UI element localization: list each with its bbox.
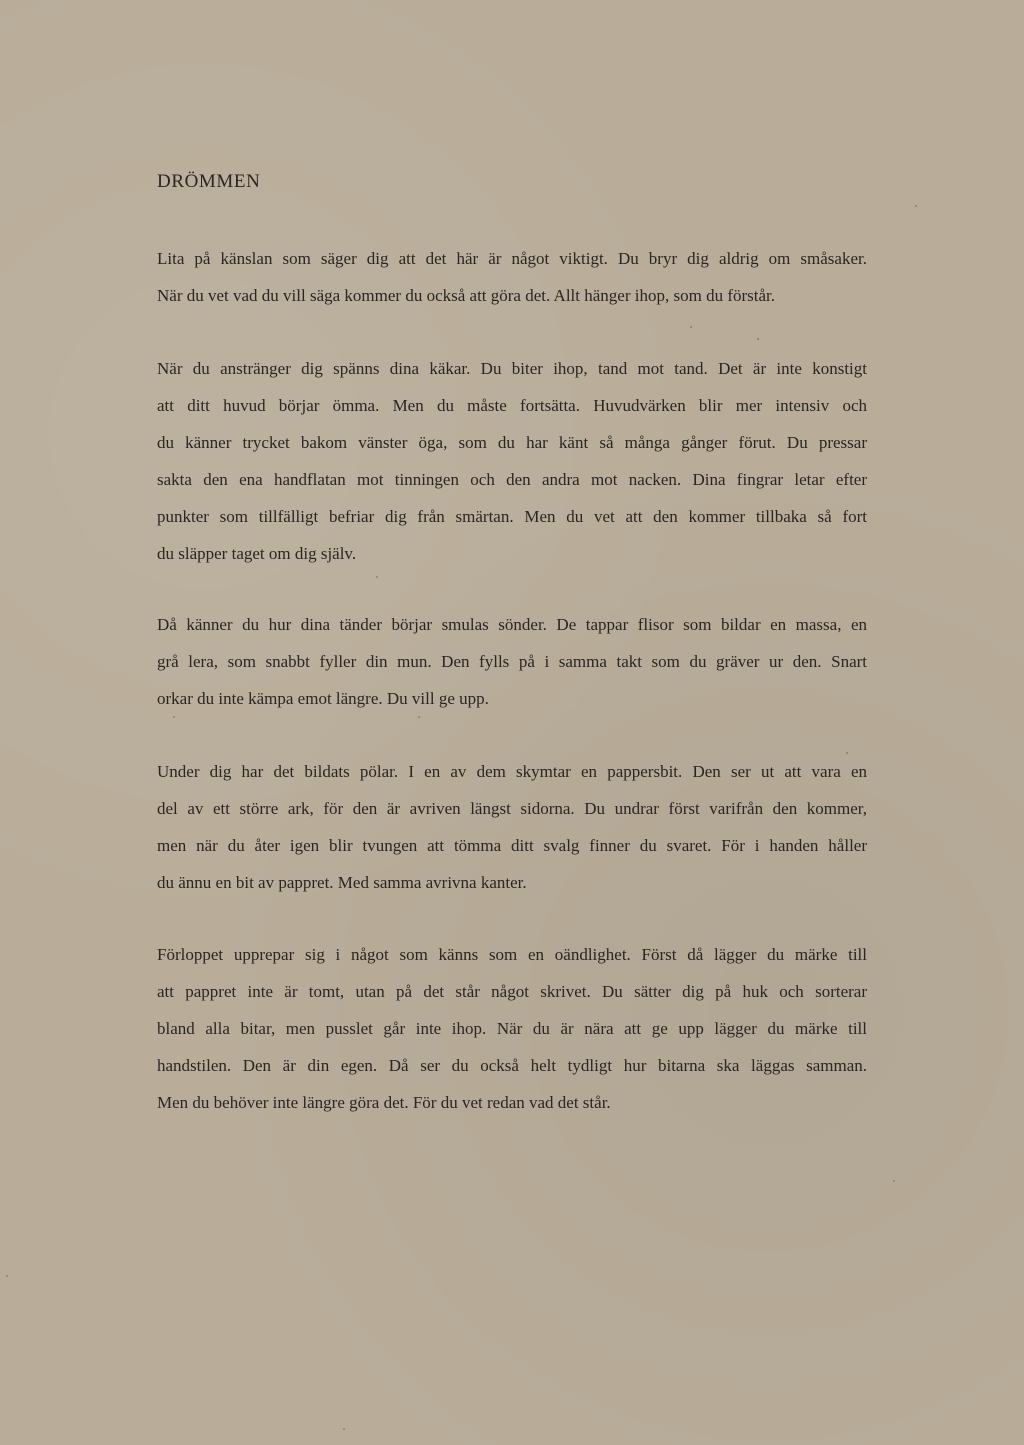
paper-speck [846, 752, 848, 754]
paper-speck [173, 716, 175, 718]
text-line: punkter som tillfälligt befriar dig från smärtan. Men du vet att den kommer tillbaka så fort [157, 507, 867, 526]
text-line: att ditt huvud börjar ömma. Men du måste fortsätta. Huvudvärken blir mer intensiv och [157, 396, 867, 415]
text-line: handstilen. Den är din egen. Då ser du också helt tydligt hur bitarna ska läggas samman. [157, 1056, 867, 1075]
text-line: bland alla bitar, men pusslet går inte ihop. När du är nära att ge upp lägger du märke till [157, 1019, 867, 1038]
text-line: När du vet vad du vill säga kommer du också att göra det. Allt hänger ihop, som du förstår. [157, 286, 776, 305]
paper-speck [757, 338, 759, 340]
text-line: Men du behöver inte längre göra det. För du vet redan vad det står. [157, 1093, 611, 1112]
paragraph-1 [157, 240, 867, 314]
paper-speck [343, 1428, 345, 1430]
paragraph-5 [157, 936, 867, 1121]
text-line: du ännu en bit av pappret. Med samma avrivna kanter. [157, 873, 527, 892]
text-line: att pappret inte är tomt, utan på det står något skrivet. Du sätter dig på huk och sorterar [157, 982, 867, 1001]
text-line: Lita på känslan som säger dig att det här är något viktigt. Du bryr dig aldrig om småsaker. [157, 249, 867, 268]
text-line: När du anstränger dig spänns dina käkar. Du biter ihop, tand mot tand. Det är inte konstigt [157, 359, 867, 378]
text-line: men när du åter igen blir tvungen att tömma ditt svalg finner du svaret. För i handen håller [157, 836, 867, 855]
text-line: sakta den ena handflatan mot tinningen och den andra mot nacken. Dina fingrar letar efter [157, 470, 867, 489]
paper-speck [6, 1275, 8, 1277]
text-line: du känner trycket bakom vänster öga, som du har känt så många gånger förut. Du pressar [157, 433, 867, 452]
paragraph-3 [157, 606, 867, 717]
paragraph-2 [157, 350, 867, 572]
paper-speck [690, 326, 692, 328]
paper-speck [376, 576, 378, 578]
text-line: del av ett större ark, för den är avriven längst sidorna. Du undrar först varifrån den kommer, [157, 799, 867, 818]
paper-speck [915, 205, 917, 207]
text-line: orkar du inte kämpa emot längre. Du vill ge upp. [157, 689, 489, 708]
text-line: Förloppet upprepar sig i något som känns som en oändlighet. Först då lägger du märke till [157, 945, 867, 964]
text-line: Under dig har det bildats pölar. I en av dem skymtar en pappersbit. Den ser ut att vara en [157, 762, 867, 781]
text-line: grå lera, som snabbt fyller din mun. Den fylls på i samma takt som du gräver ur den. Snart [157, 652, 867, 671]
paragraph-4 [157, 753, 867, 901]
paper-speck [418, 716, 420, 718]
text-line: du släpper taget om dig själv. [157, 544, 357, 563]
document-title: DRÖMMEN [157, 171, 261, 192]
paper-speck [893, 1180, 895, 1182]
text-line: Då känner du hur dina tänder börjar smulas sönder. De tappar flisor som bildar en massa, en [157, 615, 867, 634]
